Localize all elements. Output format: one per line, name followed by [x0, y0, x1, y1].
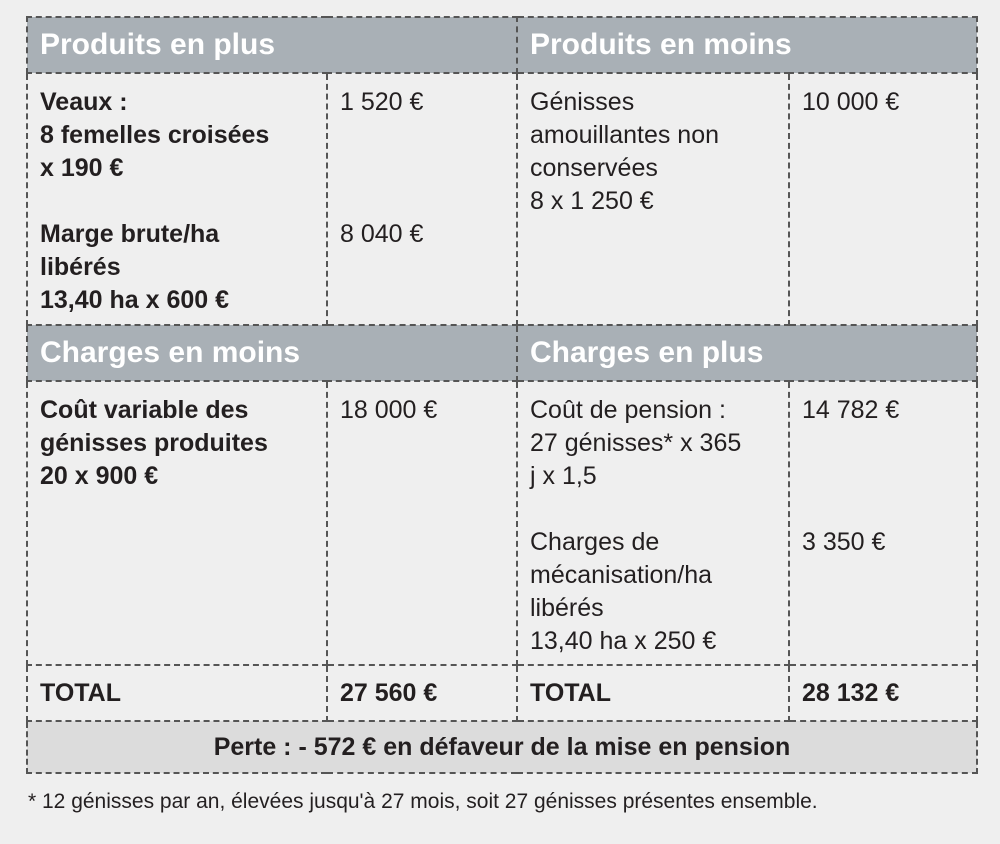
- mecanisation-label: Charges de: [530, 528, 660, 556]
- veaux-detail-2: x 190 €: [40, 154, 124, 182]
- comparison-table-wrapper: [26, 16, 976, 774]
- charges-moins-heading: Charges en moins: [27, 325, 517, 381]
- total-row: [27, 665, 977, 721]
- mecanisation-detail-2: libérés: [530, 594, 604, 622]
- header-row-products: [27, 17, 977, 73]
- pension-detail-2: j x 1,5: [530, 462, 597, 490]
- mecanisation-value: 3 350 €: [802, 528, 886, 556]
- genisses-detail-1: amouillantes non: [530, 121, 720, 149]
- mecanisation-detail-3: 13,40 ha x 250 €: [530, 627, 717, 655]
- charges-row: [27, 381, 977, 665]
- cout-variable-detail-1: génisses produites: [40, 429, 268, 457]
- products-row: [27, 73, 977, 325]
- veaux-value: 1 520 €: [340, 88, 424, 116]
- produits-plus-values: [327, 73, 517, 325]
- header-row-charges: [27, 325, 977, 381]
- mecanisation-detail-1: mécanisation/ha: [530, 561, 713, 589]
- charges-moins-labels: [27, 381, 327, 665]
- marge-value: 8 040 €: [340, 220, 424, 248]
- charges-plus-labels: [517, 381, 789, 665]
- genisses-label: Génisses: [530, 88, 635, 116]
- comparison-table: [26, 16, 978, 774]
- veaux-label: Veaux :: [40, 88, 128, 116]
- charges-plus-values: [789, 381, 977, 665]
- produits-moins-values: [789, 73, 977, 325]
- marge-label: Marge brute/ha: [40, 220, 220, 248]
- pension-value: 14 782 €: [802, 396, 900, 424]
- produits-moins-heading: Produits en moins: [517, 17, 977, 73]
- charges-plus-heading: Charges en plus: [517, 325, 977, 381]
- footnote: * 12 génisses par an, élevées jusqu'à 27 mois, soit 27 génisses présentes ensemble.: [28, 790, 818, 813]
- loss-row: [27, 721, 977, 773]
- total-left-label: TOTAL: [27, 665, 327, 721]
- pension-label: Coût de pension :: [530, 396, 726, 424]
- total-right-value: 28 132 €: [789, 665, 977, 721]
- veaux-detail-1: 8 femelles croisées: [40, 121, 270, 149]
- cout-variable-label: Coût variable des: [40, 396, 249, 424]
- loss-summary: Perte : - 572 € en défaveur de la mise en pension: [27, 721, 977, 773]
- produits-moins-labels: [517, 73, 789, 325]
- pension-detail-1: 27 génisses* x 365: [530, 429, 742, 457]
- total-right-label: TOTAL: [517, 665, 789, 721]
- marge-detail-1: libérés: [40, 253, 121, 281]
- total-left-value: 27 560 €: [327, 665, 517, 721]
- produits-plus-heading: Produits en plus: [27, 17, 517, 73]
- charges-moins-values: [327, 381, 517, 665]
- produits-plus-labels: [27, 73, 327, 325]
- cout-variable-value: 18 000 €: [340, 396, 438, 424]
- genisses-value: 10 000 €: [802, 88, 900, 116]
- genisses-detail-3: 8 x 1 250 €: [530, 187, 654, 215]
- genisses-detail-2: conservées: [530, 154, 658, 182]
- marge-detail-2: 13,40 ha x 600 €: [40, 286, 230, 314]
- cout-variable-detail-2: 20 x 900 €: [40, 462, 159, 490]
